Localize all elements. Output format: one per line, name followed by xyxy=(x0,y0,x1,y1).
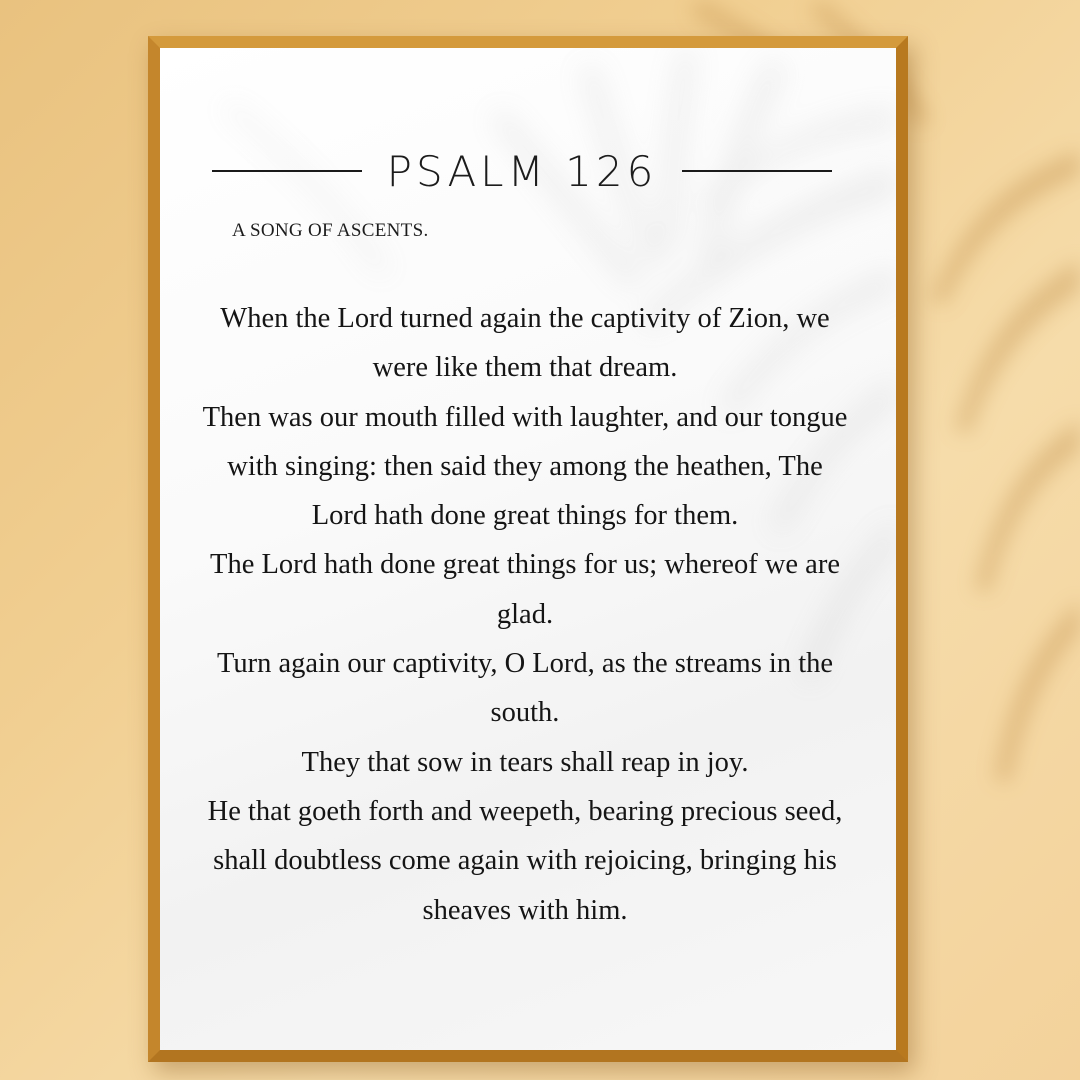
verse-block xyxy=(200,294,850,935)
verse: Then was our mouth filled with laughter, and our tongue with singing: then said they among the heathen, The Lord hath done great things for them. xyxy=(202,401,848,532)
title-row xyxy=(212,146,832,196)
poster xyxy=(160,48,896,1050)
picture-frame xyxy=(148,36,908,1062)
verse: The Lord hath done great things for us; whereof we are glad. xyxy=(210,549,840,630)
title-rule-left xyxy=(212,170,362,172)
verse: He that goeth forth and weepeth, bearing precious seed, shall doubtless come again with rejoicing, bringing his sheaves with him. xyxy=(207,795,843,926)
verse: When the Lord turned again the captivity of Zion, we were like them that dream. xyxy=(220,303,830,384)
title-rule-right xyxy=(682,170,832,172)
verse: Turn again our captivity, O Lord, as the streams in the south. xyxy=(216,648,834,729)
verse: They that sow in tears shall reap in joy. xyxy=(301,746,749,778)
poster-subtitle: A SONG OF ASCENTS. xyxy=(232,220,429,241)
poster-title: PSALM 126 xyxy=(386,146,658,196)
